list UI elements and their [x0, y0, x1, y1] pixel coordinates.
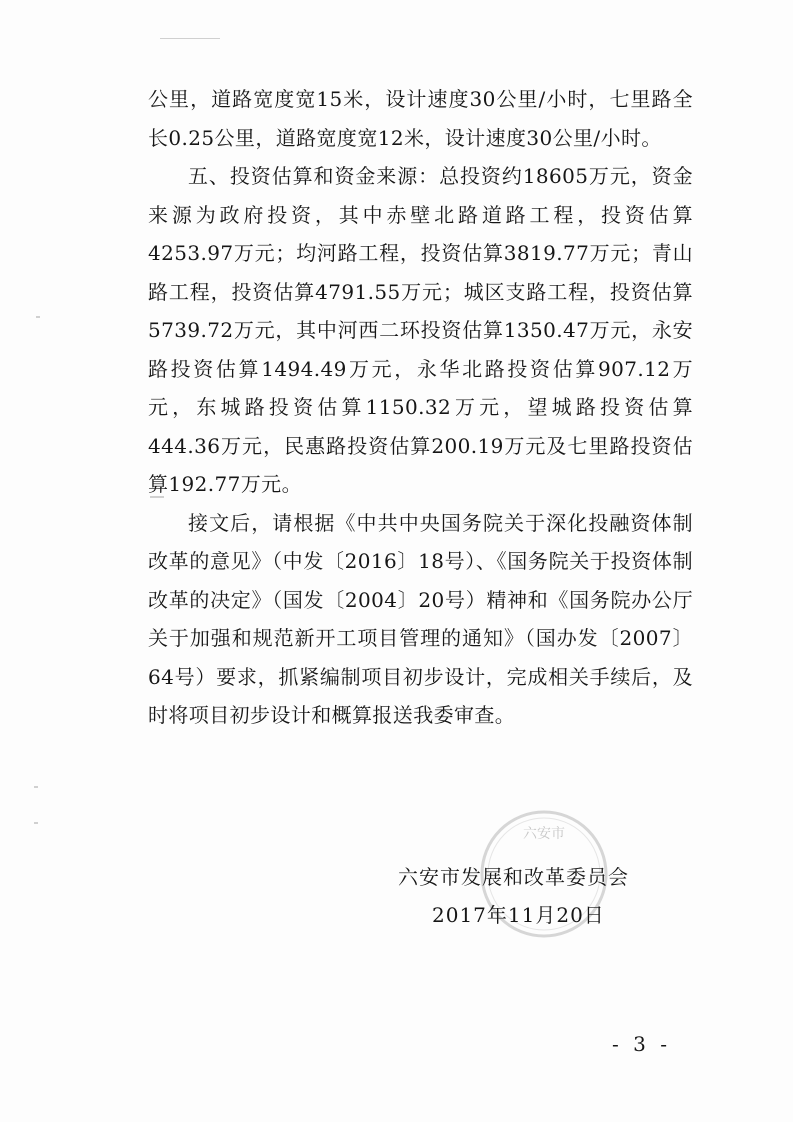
document-body — [148, 80, 693, 735]
paragraph-investment-estimate: 五、投资估算和资金来源：总投资约18605万元，资金来源为政府投资，其中赤壁北路道路工程，投资估算4253.97万元；均河路工程，投资估算3819.77万元；青山路工程，投资估算4791.55万元；城区支路工程，投资估算5739.72万元，其中河西二环投资估算1350.47万元，永安路投资估算1494.49万元，永华北路投资估算907.12万元，东城路投资估算1150.32万元，望城路投资估算444.36万元，民惠路投资估算200.19万元及七里路投资估算192.77万元。 — [148, 164, 693, 496]
scan-mark — [36, 316, 40, 318]
page-number: - 3 - — [612, 1032, 671, 1056]
scan-mark — [160, 38, 220, 39]
signature-block — [398, 858, 658, 934]
scan-mark — [34, 822, 38, 824]
seal-text: 六安市 — [523, 826, 565, 842]
scan-mark — [34, 786, 38, 788]
paragraph-road-specs: 公里，道路宽度宽15米，设计速度30公里/小时，七里路全长0.25公里，道路宽度宽12米，设计速度30公里/小时。 — [148, 87, 693, 150]
issuing-organization: 六安市发展和改革委员会 — [398, 865, 629, 889]
paragraph-instructions: 接文后，请根据《中共中央国务院关于深化投融资体制改革的意见》（中发〔2016〕18号）、《国务院关于投资体制改革的决定》（国发〔2004〕20号）精神和《国务院办公厅关于加强和规范新开工项目管理的通知》（国办发〔2007〕64号）要求，抓紧编制项目初步设计，完成相关手续后，及时将项目初步设计和概算报送我委审查。 — [148, 510, 693, 727]
issue-date: 2017年11月20日 — [432, 903, 605, 927]
